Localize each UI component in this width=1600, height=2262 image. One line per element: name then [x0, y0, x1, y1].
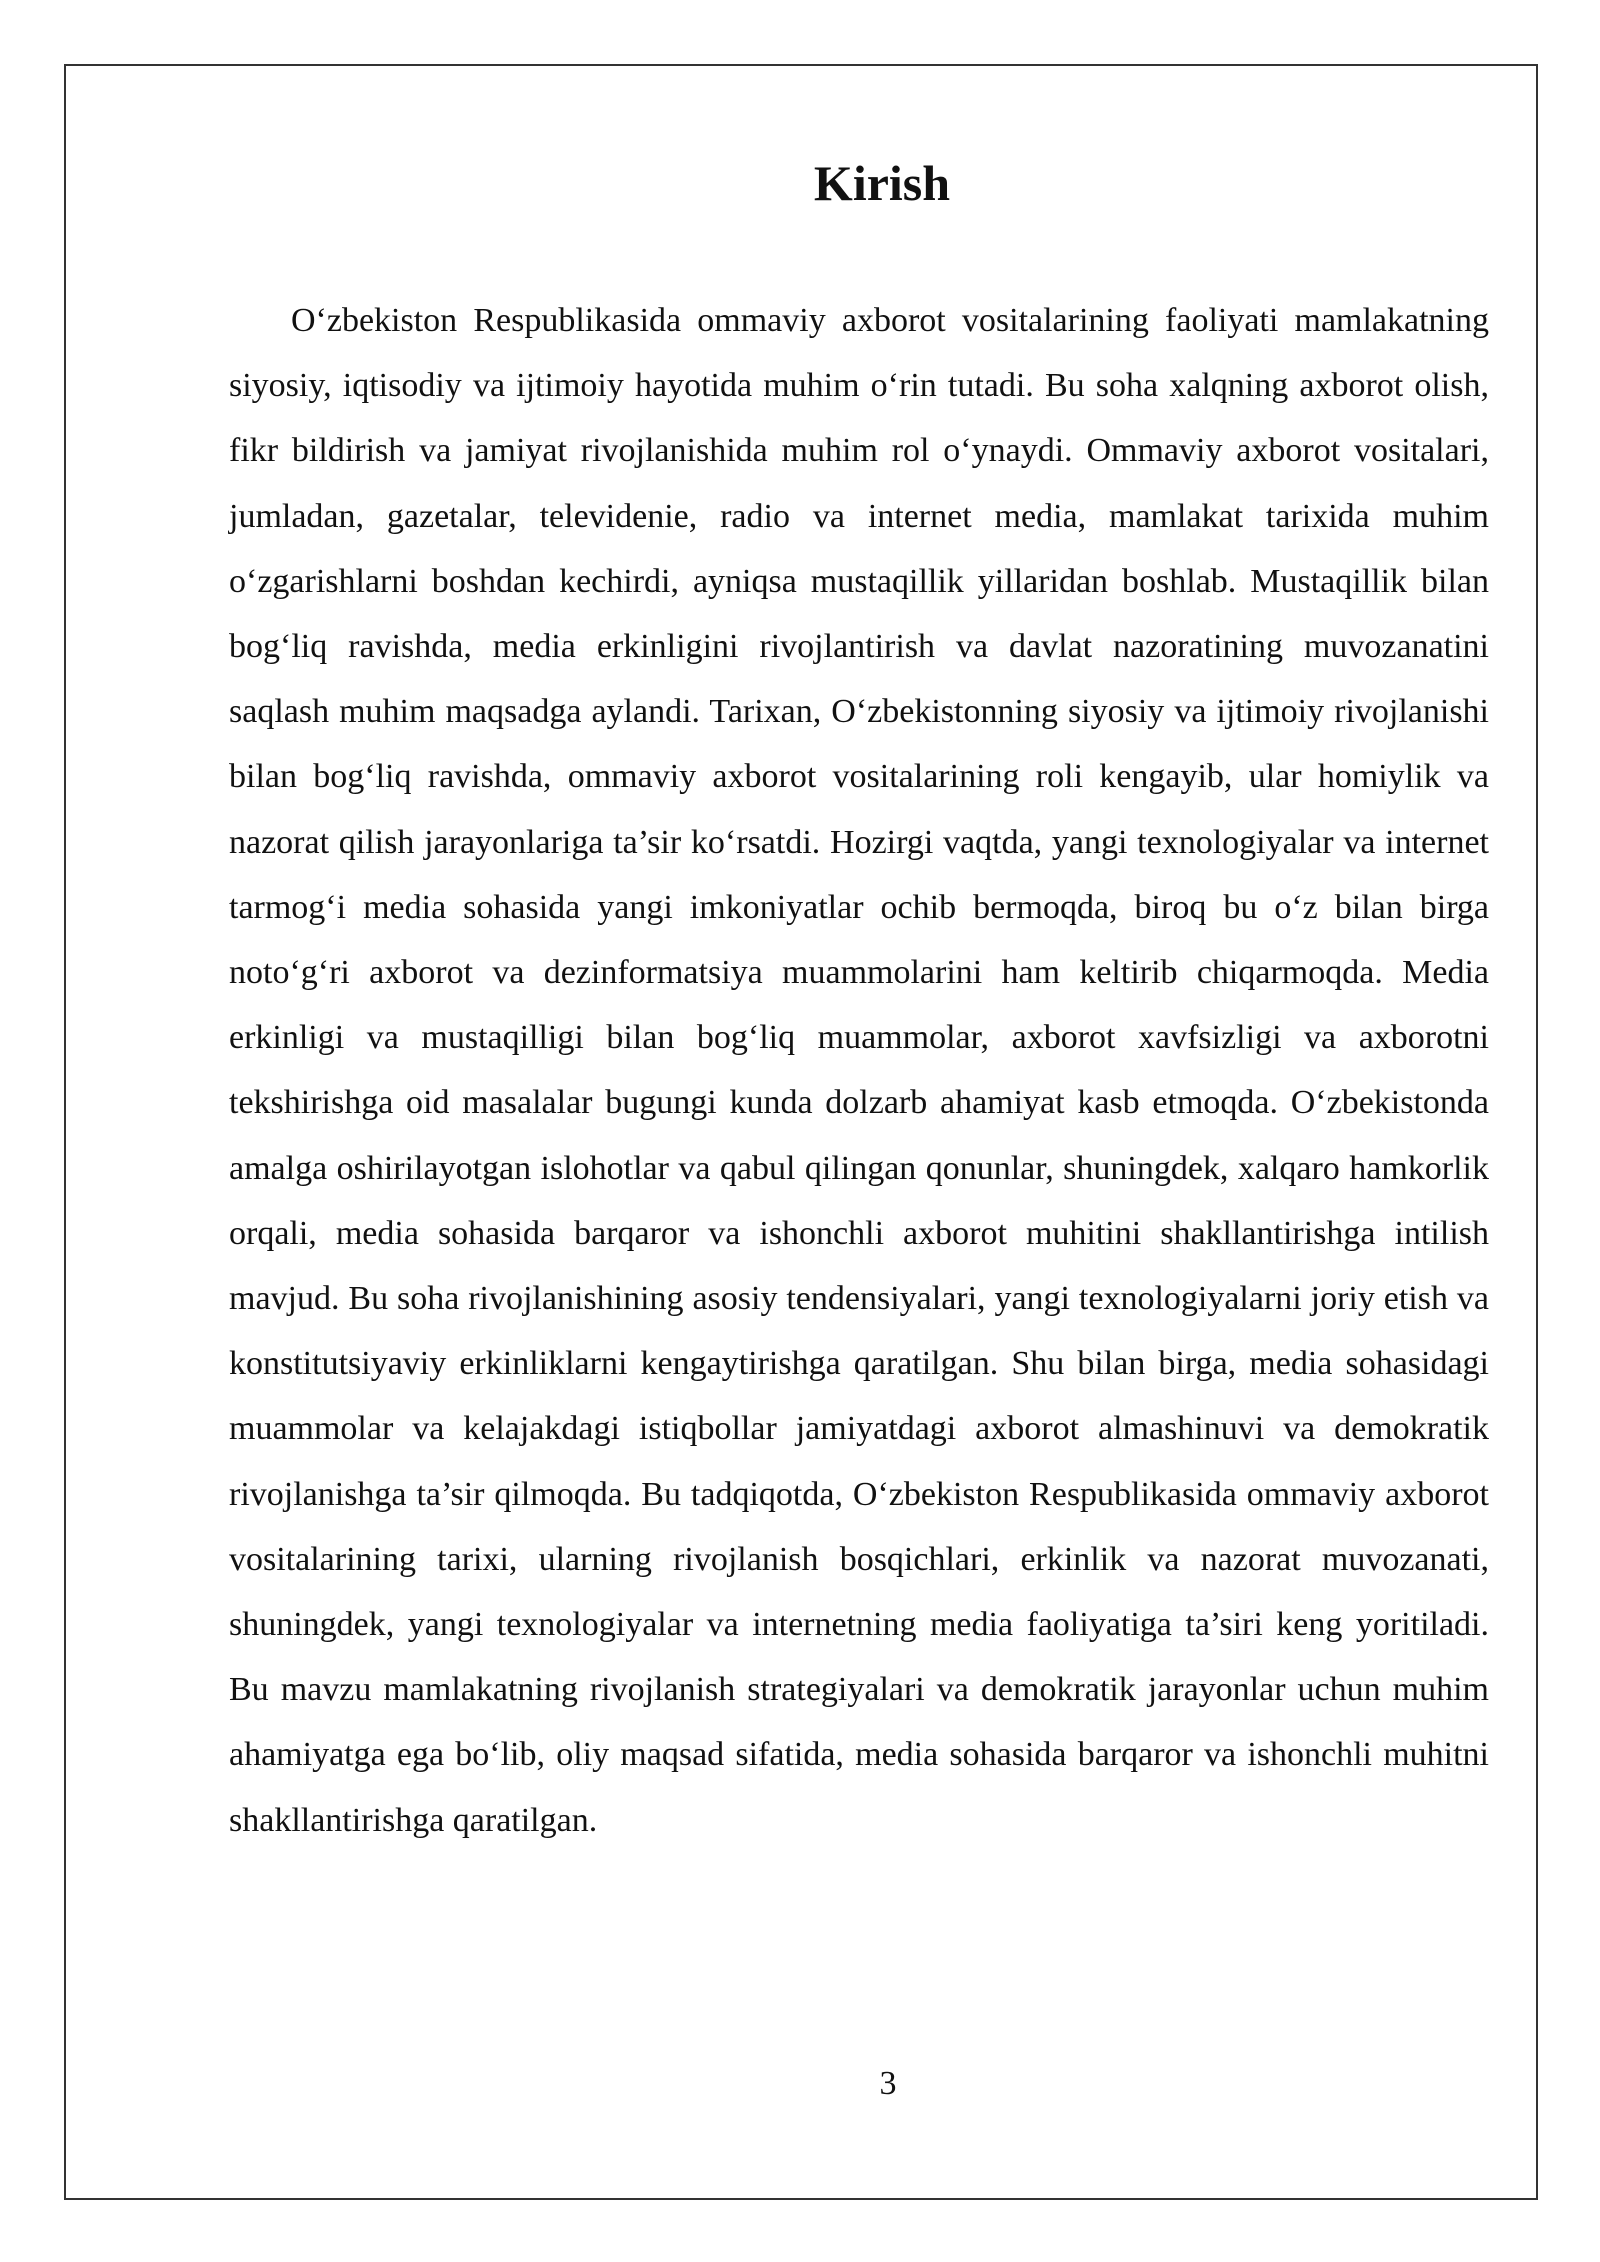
introduction-paragraph: O‘zbekiston Respublikasida ommaviy axborot vositalarining faoliyati mamlakatning siyosiy, iqtisodiy va ijtimoiy hayotida muhim o‘rin tutadi. Bu soha xalqning axborot olish, fikr bildirish va jamiyat rivojlanishida muhim rol o‘ynaydi. Ommaviy axborot vositalari, jumladan, gazetalar, televidenie, radio va internet media, mamlakat tarixida muhim o‘zgarishlarni boshdan kechirdi, ayniqsa mustaqillik yillaridan boshlab. Mustaqillik bilan bog‘liq ravishda, media erkinligini rivojlantirish va davlat nazoratining muvozanatini saqlash muhim maqsadga aylandi. Tarixan, O‘zbekistonning siyosiy va ijtimoiy rivojlanishi bilan bog‘liq ravishda, ommaviy axborot vositalarining roli kengayib, ular homiylik va nazorat qilish jarayonlariga ta’sir ko‘rsatdi. Hozirgi vaqtda, yangi texnologiyalar va internet tarmog‘i media sohasida yangi imkoniyatlar ochib bermoqda, biroq bu o‘z bilan birga noto‘g‘ri axborot va dezinformatsiya muammolarini ham keltirib chiqarmoqda. Media erkinligi va mustaqilligi bilan bog‘liq muammolar, axborot xavfsizligi va axborotni tekshirishga oid masalalar bugungi kunda dolzarb ahamiyat kasb etmoqda. O‘zbekistonda amalga oshirilayotgan islohotlar va qabul qilingan qonunlar, shuningdek, xalqaro hamkorlik orqali, media sohasida barqaror va ishonchli axborot muhitini shakllantirishga intilish mavjud. Bu soha rivojlanishining asosiy tendensiyalari, yangi texnologiyalarni joriy etish va konstitutsiyaviy erkinliklarni kengaytirishga qaratilgan. Shu bilan birga, media sohasidagi muammolar va kelajakdagi istiqbollar jamiyatdagi axborot almashinuvi va demokratik rivojlanishga ta’sir qilmoqda. Bu tadqiqotda, O‘zbekiston Respublikasida ommaviy axborot vositalarining tarixi, ularning rivojlanish bosqichlari, erkinlik va nazorat muvozanati, shuningdek, yangi texnologiyalar va internetning media faoliyatiga ta’siri keng yoritiladi. Bu mavzu mamlakatning rivojlanish strategiyalari va demokratik jarayonlar uchun muhim ahamiyatga ega bo‘lib, oliy maqsad sifatida, media sohasida barqaror va ishonchli muhitni shakllantirishga qaratilgan. [229, 302, 1489, 1839]
page-title: Kirish [813, 155, 951, 211]
page-number: 3 [879, 2065, 897, 2102]
